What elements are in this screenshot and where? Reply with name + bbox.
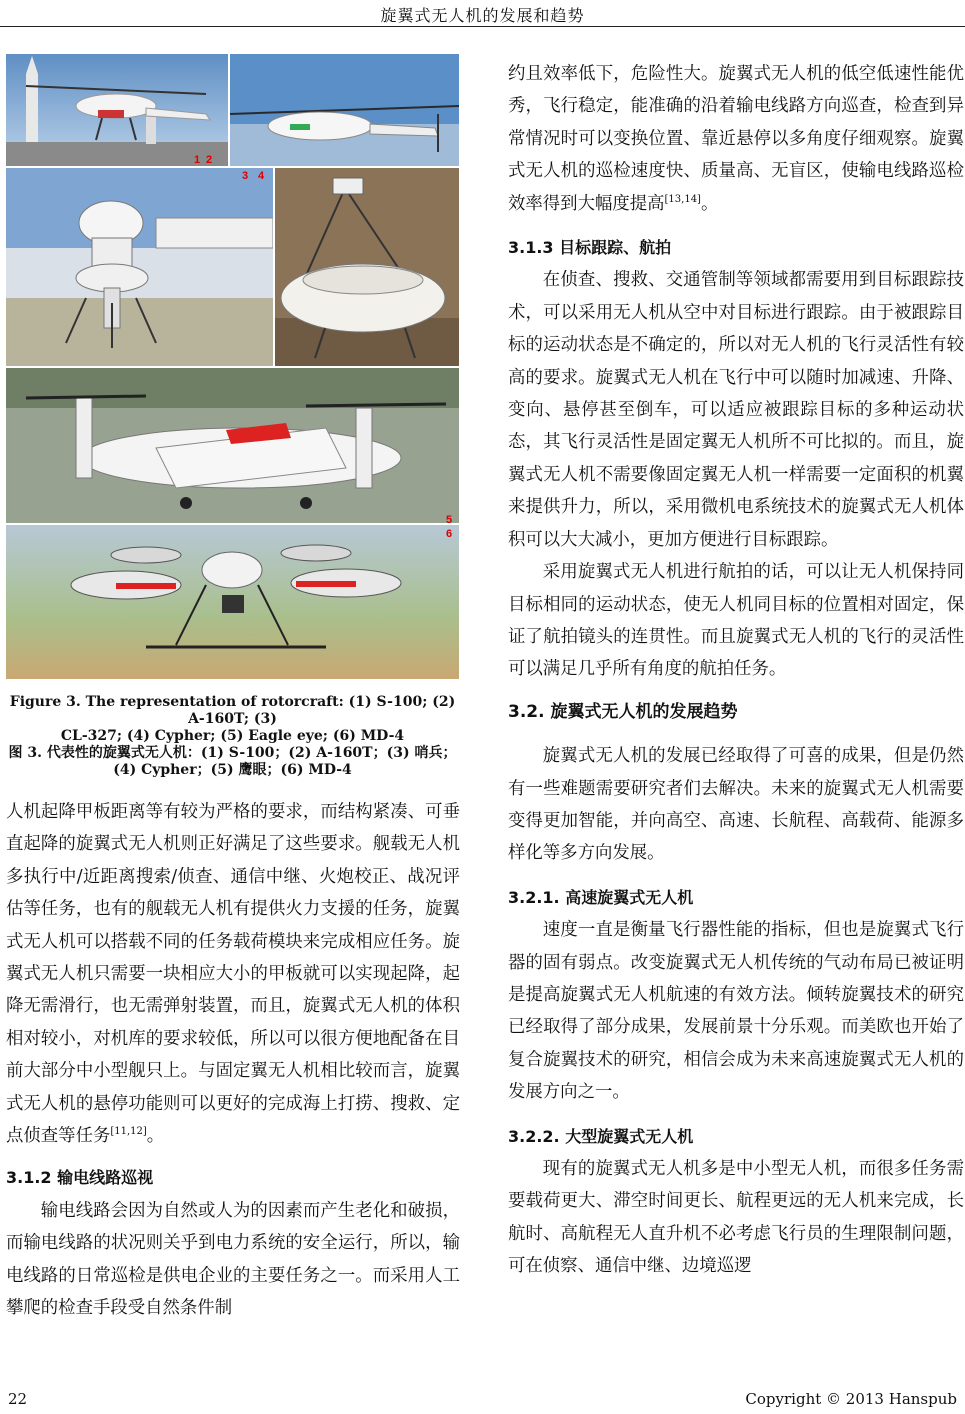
heading-3-1-3: 3.1.3 目标跟踪、航拍	[508, 238, 672, 258]
right-paragraph-1: 约且效率低下，危险性大。旋翼式无人机的低空低速性能优秀，飞行稳定，能准确的沿着输电线路方向巡查，检查到异常情况时可以变换位置、靠近悬停以多角度仔细观察。旋翼式无人机的巡检速度快、质量高、无盲区，使输电线路巡检效率得到大幅度提高[13,14]。	[508, 64, 964, 214]
caption-zh-line-2: (4) Cypher；(5) 鹰眼；(6) MD-4	[113, 762, 352, 778]
figure-label-1: 1	[194, 154, 201, 166]
heading-3-2-1: 3.2.1. 高速旋翼式无人机	[508, 887, 694, 907]
heading-3-2-2: 3.2.2. 大型旋翼式无人机	[508, 1126, 694, 1146]
citation-13-14: [13,14]	[664, 193, 701, 205]
heading-3-2: 3.2. 旋翼式无人机的发展趋势	[508, 701, 738, 722]
running-header: 旋翼式无人机的发展和趋势	[380, 6, 585, 25]
left-paragraph-2: 输电线路会因为自然或人为的因素而产生老化和破损，而输电线路的状况则关乎到电力系统的安全运行，所以，输电线路的日常巡检是供电企业的主要任务之一。而采用人工攀爬的检查手段受自然条件制	[6, 1200, 460, 1319]
right-column	[508, 58, 964, 1283]
figure-label-5: 5	[446, 514, 453, 526]
right-paragraph-4: 旋翼式无人机的发展已经取得了可喜的成果，但是仍然有一些难题需要研究者们去解决。未来的旋翼式无人机需要变得更加智能，并向高空、高速、长航程、高载荷、能源多样化等多方向发展。	[508, 746, 964, 864]
copyright: Copyright © 2013 Hanspub	[745, 1390, 957, 1408]
header-rule	[0, 26, 965, 27]
figure-label-3: 3	[242, 170, 249, 182]
figure-3	[6, 54, 459, 679]
figure-label-6: 6	[446, 528, 453, 540]
photo-a160t	[230, 54, 459, 166]
figure-label-4: 4	[258, 170, 265, 182]
right-paragraph-5: 速度一直是衡量飞行器性能的指标，但也是旋翼式飞行器的固有弱点。改变旋翼式无人机传统的气动布局已被证明是提高旋翼式无人机航速的有效方法。倾转旋翼技术的研究已经取得了部分成果，发展前景十分乐观。而美欧也开始了复合旋翼技术的研究，相信会成为未来高速旋翼式无人机的发展方向之一。	[508, 920, 964, 1103]
figure-label-2: 2	[206, 154, 213, 166]
right-paragraph-3: 采用旋翼式无人机进行航拍的话，可以让无人机保持同目标相同的运动状态，使无人机同目标的位置相对固定，保证了航拍镜头的连贯性。而且旋翼式无人机的飞行的灵活性可以满足几乎所有角度的航拍任务。	[508, 562, 964, 680]
right-paragraph-6: 现有的旋翼式无人机多是中小型无人机，而很多任务需要载荷更大、滞空时间更长、航程更远的无人机来完成，长航时、高航程无人直升机不必考虑飞行员的生理限制问题，可在侦察、通信中继、边境巡逻	[508, 1159, 964, 1277]
photo-cypher	[275, 168, 459, 366]
photo-eagle-eye	[6, 368, 459, 523]
figure-caption	[0, 694, 465, 779]
left-column	[6, 796, 460, 1325]
caption-zh-line-1: 图 3. 代表性的旋翼式无人机：(1) S-100；(2) A-160T；(3) 哨兵；	[8, 745, 457, 761]
photo-md4	[6, 525, 459, 679]
heading-3-1-2: 3.1.2 输电线路巡视	[6, 1168, 154, 1188]
left-paragraph-1: 人机起降甲板距离等有较为严格的要求，而结构紧凑、可垂直起降的旋翼式无人机则正好满足了这些要求。舰载无人机多执行中/近距离搜索/侦查、通信中继、火炮校正、战况评估等任务，也有的舰载无人机有提供火力支援的任务，旋翼式无人机可以搭载不同的任务载荷模块来完成相应任务。旋翼式无人机只需要一块相应大小的甲板就可以实现起降，起降无需滑行，也无需弹射装置，而且，旋翼式无人机的体积相对较小，对机库的要求较低，所以可以很方便地配备在目前大部分中小型舰只上。与固定翼无人机相比较而言，旋翼式无人机的悬停功能则可以更好的完成海上打捞、搜救、定点侦查等任务[11,12]。	[6, 802, 460, 1147]
caption-en-line-2: CL-327; (4) Cypher; (5) Eagle eye; (6) MD-4	[60, 728, 405, 744]
page-number: 22	[8, 1390, 28, 1408]
right-paragraph-2: 在侦查、搜救、交通管制等领域都需要用到目标跟踪技术，可以采用无人机从空中对目标进行跟踪。由于被跟踪目标的运动状态是不确定的，所以对无人机的飞行灵活性有较高的要求。旋翼式无人机在飞行中可以随时加减速、升降、变向、悬停甚至倒车，可以适应被跟踪目标的多种运动状态，其飞行灵活性是固定翼无人机所不可比拟的。而且，旋翼式无人机不需要像固定翼无人机一样需要一定面积的机翼来提供升力，所以，采用微机电系统技术的旋翼式无人机体积可以大大减小，更加方便进行目标跟踪。	[508, 270, 964, 550]
citation-11-12: [11,12]	[110, 1126, 147, 1138]
photo-cl327	[6, 168, 273, 366]
caption-en-line-1: Figure 3. The representation of rotorcraft: (1) S-100; (2) A-160T; (3)	[9, 694, 456, 727]
photo-s100	[6, 54, 228, 166]
